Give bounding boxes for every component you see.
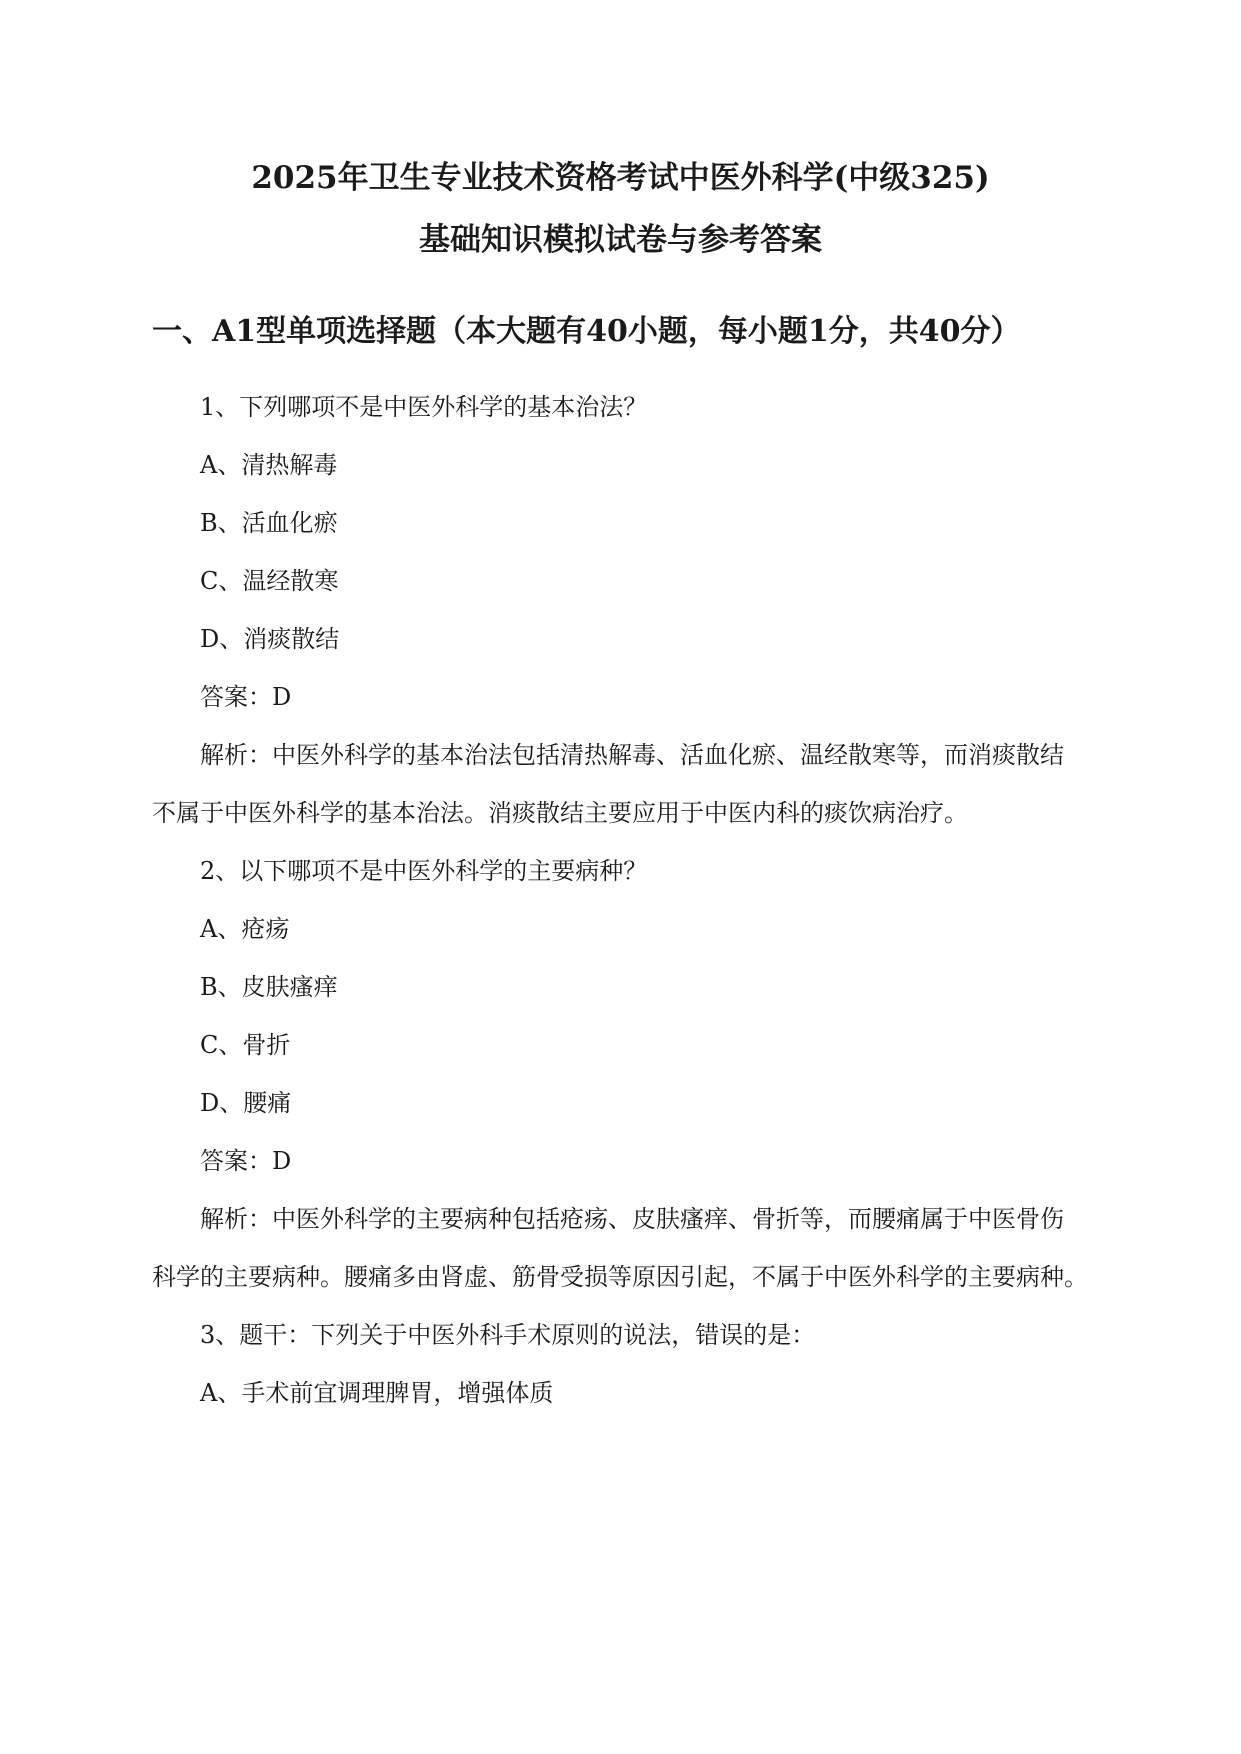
- question-1-answer: 答案：D: [200, 683, 292, 711]
- document-title-line-2: 基础知识模拟试卷与参考答案: [419, 222, 822, 258]
- question-3-option-a: A、手术前宜调理脾胃，增强体质: [200, 1379, 554, 1407]
- question-2-option-a: A、疮疡: [200, 915, 290, 943]
- question-1-stem: 1、下列哪项不是中医外科学的基本治法？: [200, 393, 648, 421]
- question-1-analysis-line-1: 解析：中医外科学的基本治法包括清热解毒、活血化瘀、温经散寒等，而消痰散结: [200, 741, 1064, 769]
- question-1-analysis-line-2: 不属于中医外科学的基本治法。消痰散结主要应用于中医内科的痰饮病治疗。: [152, 799, 968, 827]
- question-1-option-b: B、活血化瘀: [200, 509, 338, 537]
- question-1-option-a: A、清热解毒: [200, 451, 338, 479]
- document-title-line-1: 2025年卫生专业技术资格考试中医外科学(中级325): [251, 160, 990, 196]
- question-1-option-d: D、消痰散结: [200, 625, 340, 653]
- section-heading: 一、A1型单项选择题（本大题有40小题，每小题1分，共40分）: [152, 314, 1021, 349]
- question-2-option-c: C、骨折: [200, 1031, 291, 1059]
- question-2-option-b: B、皮肤瘙痒: [200, 973, 338, 1001]
- question-3-stem: 3、题干：下列关于中医外科手术原则的说法，错误的是：: [200, 1321, 816, 1349]
- question-2-analysis-line-1: 解析：中医外科学的主要病种包括疮疡、皮肤瘙痒、骨折等，而腰痛属于中医骨伤: [200, 1205, 1064, 1233]
- question-2-answer: 答案：D: [200, 1147, 292, 1175]
- question-1-option-c: C、温经散寒: [200, 567, 339, 595]
- question-2-option-d: D、腰痛: [200, 1089, 292, 1117]
- question-2-stem: 2、以下哪项不是中医外科学的主要病种？: [200, 857, 648, 885]
- question-2-analysis-line-2: 科学的主要病种。腰痛多由肾虚、筋骨受损等原因引起，不属于中医外科学的主要病种。: [152, 1263, 1088, 1291]
